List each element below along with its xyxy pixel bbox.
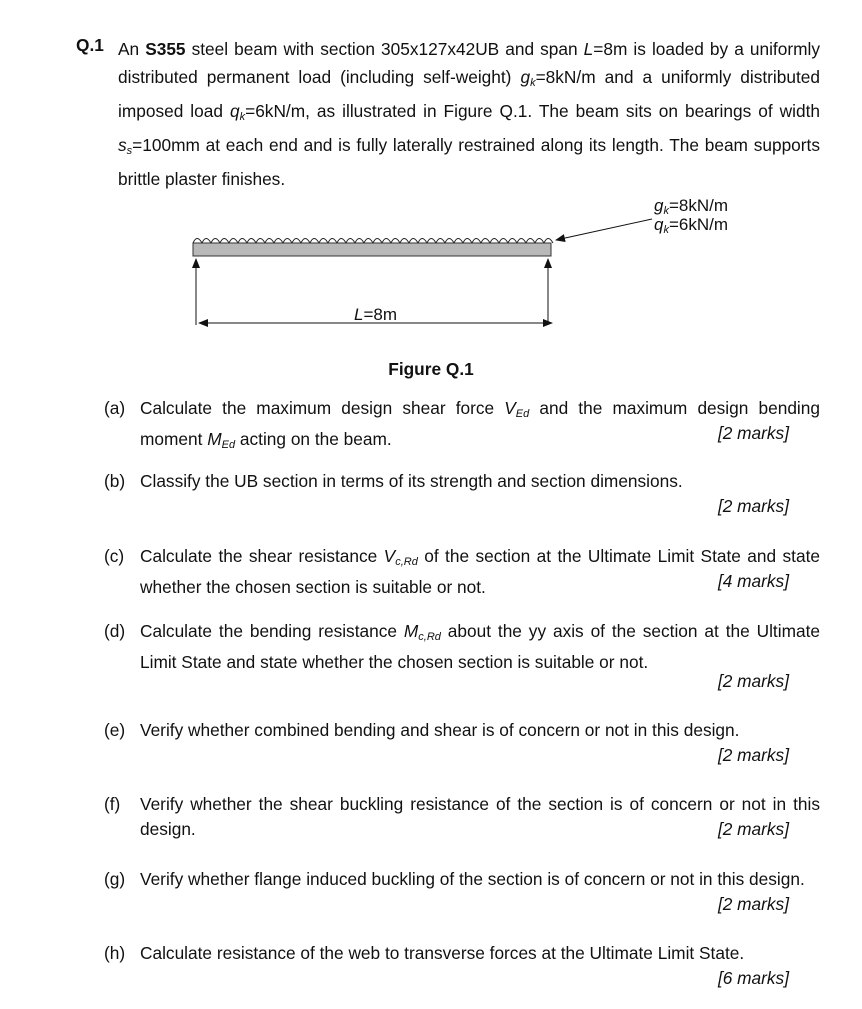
question-number: Q.1 xyxy=(76,35,104,55)
marks-d: [2 marks] xyxy=(717,671,789,691)
figure-caption: Figure Q.1 xyxy=(388,359,474,379)
marks-c: [4 marks] xyxy=(717,571,789,591)
part-g: (g) Verify whether flange induced buckling of the section is of concern or not in this design. [2 marks] xyxy=(104,867,820,917)
marks-a: [2 marks] xyxy=(717,423,789,443)
part-h: (h) Calculate resistance of the web to transverse forces at the Ultimate Limit State. [6 marks] xyxy=(104,941,820,991)
beam xyxy=(193,243,551,256)
load-label-q: $q_k=6kN/m$ xyxy=(654,215,729,236)
udl-load-line xyxy=(193,239,553,244)
marks-h: [6 marks] xyxy=(717,968,789,988)
question-intro: An S355 steel beam with section 305x127x42UB and span L=8m is loaded by a uniformly distributed permanent load (including self-weight) $g_k=8kN/m$ and a uniformly distributed imposed load $q_k=6kN/m$, as illustrated in Figure Q.1. The beam sits on bearings of width $s_s=100mm$ at each end and is fully laterally restrained along its length. The beam supports brittle plaster finishes. xyxy=(118,39,820,189)
marks-b: [2 marks] xyxy=(717,496,789,516)
span-label: L=8m xyxy=(354,305,398,324)
part-f: (f) Verify whether the shear buckling resistance of the section is of concern or not in this design. [2 marks] xyxy=(104,792,820,842)
steel-grade: S355 xyxy=(145,39,186,59)
marks-f: [2 marks] xyxy=(717,819,789,839)
part-c: (c) Calculate the shear resistance $V_{c,Rd}$ of the section at the Ultimate Limit State and state whether the chosen section is suitable or not. [4 marks] xyxy=(104,546,820,597)
part-e: (e) Verify whether combined bending and shear is of concern or not in this design. [2 marks] xyxy=(104,718,820,768)
part-a: (a) Calculate the maximum design shear force $V_{Ed}$ and the maximum design bending moment $M_{Ed}$ acting on the beam. [2 marks] xyxy=(104,398,820,451)
marks-e: [2 marks] xyxy=(717,745,789,765)
load-label-g: $g_k=8kN/m$ xyxy=(654,196,729,217)
part-d: (d) Calculate the bending resistance $M_{c,Rd}$ about the yy axis of the section at the Ultimate Limit State and state whether the chosen section is suitable or not. [2 marks] xyxy=(104,619,820,694)
marks-g: [2 marks] xyxy=(717,894,789,914)
part-b: (b) Classify the UB section in terms of its strength and section dimensions. [2 marks] xyxy=(104,469,820,519)
load-pointer-arrow xyxy=(556,219,652,240)
